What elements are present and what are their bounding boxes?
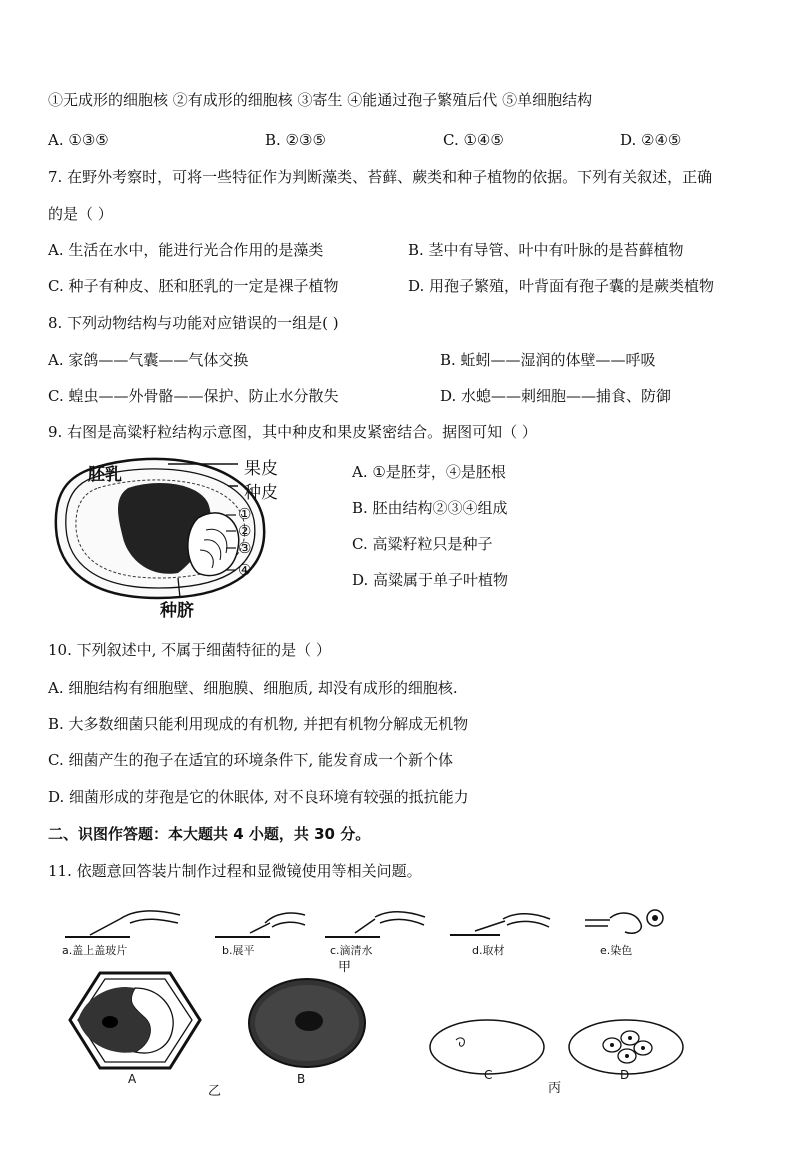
caption-step-e: e.染色 xyxy=(600,944,633,957)
label-part-4: ④ xyxy=(238,561,252,579)
label-seed-coat: 种皮 xyxy=(244,483,278,503)
hand-step-a-icon xyxy=(60,905,190,945)
label-hilum: 种脐 xyxy=(160,601,194,621)
group-label-jia: 甲 xyxy=(338,960,352,975)
q7-option-a[interactable]: A. 生活在水中，能进行光合作用的是藻类 xyxy=(48,241,324,259)
label-part-3: ③ xyxy=(238,539,252,557)
panel-label-d: D xyxy=(620,1068,630,1082)
q9-option-c[interactable]: C. 高粱籽粒只是种子 xyxy=(352,535,493,553)
q8-option-c[interactable]: C. 蝗虫——外骨骼——保护、防止水分散失 xyxy=(48,387,339,405)
caption-step-a: a.盖上盖玻片 xyxy=(62,944,128,957)
q8-option-d[interactable]: D. 水螅——刺细胞——捕食、防御 xyxy=(440,387,672,405)
q8-option-a[interactable]: A. 家鸽——气囊——气体交换 xyxy=(48,351,249,369)
label-part-2: ② xyxy=(238,522,252,540)
q9-option-a[interactable]: A. ①是胚芽，④是胚根 xyxy=(352,463,506,481)
q7-stem-line2: 的是（ ） xyxy=(48,205,113,223)
panel-label-b: B xyxy=(297,1072,306,1086)
q10-stem: 10. 下列叙述中, 不属于细菌特征的是（ ） xyxy=(48,641,331,659)
q8-option-b[interactable]: B. 蚯蚓——湿润的体壁——呼吸 xyxy=(440,351,656,369)
caption-step-c: c.滴清水 xyxy=(330,944,373,957)
q6-option-a[interactable]: A. ①③⑤ xyxy=(48,131,109,149)
q10-option-b[interactable]: B. 大多数细菌只能利用现成的有机物, 并把有机物分解成无机物 xyxy=(48,715,469,733)
label-part-1: ① xyxy=(238,505,252,523)
hand-step-e-icon xyxy=(580,900,680,945)
q6-option-d[interactable]: D. ②④⑤ xyxy=(620,131,682,149)
q7-option-c[interactable]: C. 种子有种皮、胚和胚乳的一定是裸子植物 xyxy=(48,277,339,295)
caption-step-d: d.取材 xyxy=(472,944,505,957)
q10-option-a[interactable]: A. 细胞结构有细胞壁、细胞膜、细胞质, 却没有成形的细胞核. xyxy=(48,679,458,697)
q8-stem: 8. 下列动物结构与功能对应错误的一组是( ) xyxy=(48,314,339,332)
q9-option-b[interactable]: B. 胚由结构②③④组成 xyxy=(352,499,508,517)
label-pericarp: 果皮 xyxy=(244,459,278,479)
q7-option-d[interactable]: D. 用孢子繁殖，叶背面有孢子囊的是蕨类植物 xyxy=(408,277,715,295)
q9-option-d[interactable]: D. 高粱属于单子叶植物 xyxy=(352,571,509,589)
label-endosperm: 胚乳 xyxy=(88,465,122,485)
q7-option-b[interactable]: B. 茎中有导管、叶中有叶脉的是苔藓植物 xyxy=(408,241,684,259)
group-label-yi: 乙 xyxy=(208,1084,222,1099)
q6-statements: ①无成形的细胞核 ②有成形的细胞核 ③寄生 ④能通过孢子繁殖后代 ⑤单细胞结构 xyxy=(48,91,593,109)
group-label-bing: 丙 xyxy=(548,1081,562,1096)
hand-step-b-icon xyxy=(210,905,310,945)
plant-cell-a xyxy=(65,968,205,1073)
q10-option-d[interactable]: D. 细菌形成的芽孢是它的休眠体, 对不良环境有较强的抵抗能力 xyxy=(48,788,469,806)
caption-step-b: b.展平 xyxy=(222,944,255,957)
section2-heading: 二、识图作答题：本大题共 4 小题，共 30 分。 xyxy=(48,825,371,843)
q9-stem: 9. 右图是高粱籽粒结构示意图，其中种皮和果皮紧密结合。据图可知（ ） xyxy=(48,423,537,441)
q6-option-b[interactable]: B. ②③⑤ xyxy=(265,131,326,149)
hand-step-c-icon xyxy=(320,905,430,945)
panel-label-a: A xyxy=(128,1072,137,1086)
q6-option-c[interactable]: C. ①④⑤ xyxy=(443,131,504,149)
panel-label-c: C xyxy=(484,1068,493,1082)
q11-stem: 11. 依题意回答装片制作过程和显微镜使用等相关问题。 xyxy=(48,862,422,880)
q10-option-c[interactable]: C. 细菌产生的孢子在适宜的环境条件下, 能发育成一个新个体 xyxy=(48,751,454,769)
cell-b xyxy=(245,976,370,1071)
q7-stem-line1: 7. 在野外考察时，可将一些特征作为判断藻类、苔藓、蕨类和种子植物的依据。下列有关叙述，正确 xyxy=(48,168,713,186)
hand-step-d-icon xyxy=(445,905,555,945)
